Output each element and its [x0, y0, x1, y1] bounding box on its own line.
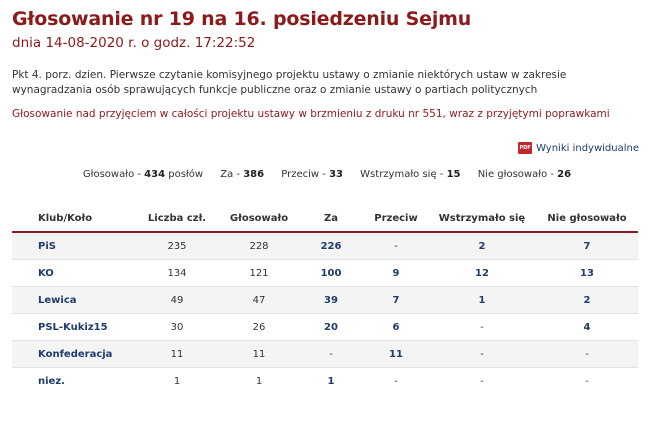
cell-members: 11 — [134, 341, 220, 368]
club-link[interactable]: Lewica — [12, 287, 134, 314]
cell-members: 30 — [134, 314, 220, 341]
cell-przeciw: - — [364, 232, 428, 260]
table-row — [12, 341, 638, 368]
summary-voted — [83, 169, 206, 180]
cell-za-link[interactable]: 39 — [298, 287, 364, 314]
summary-nie-glosowalo — [478, 169, 571, 180]
col-header-przeciw: Przeciw — [364, 205, 428, 232]
club-link[interactable]: KO — [12, 260, 134, 287]
cell-za-link[interactable]: 226 — [298, 232, 364, 260]
summary-przeciw-label: Przeciw - — [281, 169, 326, 180]
cell-wstrzymalo-link[interactable]: 2 — [428, 232, 536, 260]
summary-za-label: Za - — [220, 169, 241, 180]
cell-voted: 121 — [220, 260, 298, 287]
summary-przeciw-value: 33 — [329, 169, 343, 180]
cell-za-link[interactable]: 100 — [298, 260, 364, 287]
cell-nie-glosowalo-link[interactable]: 2 — [536, 287, 638, 314]
summary-za-value: 386 — [243, 169, 265, 180]
cell-wstrzymalo-link[interactable]: 12 — [428, 260, 536, 287]
cell-voted: 228 — [220, 232, 298, 260]
cell-przeciw-link[interactable]: 7 — [364, 287, 428, 314]
col-header-club: Klub/Koło — [12, 205, 134, 232]
summary-wstrzymalo — [360, 169, 464, 180]
pdf-icon: PDF — [518, 142, 532, 154]
vote-summary — [12, 169, 642, 180]
cell-members: 134 — [134, 260, 220, 287]
club-link[interactable]: niez. — [12, 368, 134, 395]
col-header-members: Liczba czł. — [134, 205, 220, 232]
cell-przeciw: - — [364, 368, 428, 395]
agenda-description: Pkt 4. porz. dzien. Pierwsze czytanie komisyjnego projektu ustawy o zmianie niektórych ustaw w zakresie wynagradzania osób sprawujących funkcje publiczne oraz o zmianie ustawy o partiach politycznych — [12, 69, 567, 96]
summary-nie-label: Nie głosowało - — [477, 169, 554, 180]
cell-voted: 26 — [220, 314, 298, 341]
cell-wstrzymalo: - — [428, 341, 536, 368]
summary-za — [220, 169, 267, 180]
col-header-voted: Głosowało — [220, 205, 298, 232]
cell-przeciw-link[interactable]: 11 — [364, 341, 428, 368]
cell-wstrzymalo: - — [428, 368, 536, 395]
cell-nie-glosowalo-link[interactable]: 7 — [536, 232, 638, 260]
summary-voted-value: 434 — [144, 169, 166, 180]
col-header-nie-glosowalo: Nie głosowało — [536, 205, 638, 232]
cell-members: 49 — [134, 287, 220, 314]
cell-voted: 1 — [220, 368, 298, 395]
summary-voted-label: Głosowało - — [82, 169, 141, 180]
table-row — [12, 232, 638, 260]
vote-datetime: dnia 14-08-2020 r. o godz. 17:22:52 — [12, 35, 256, 51]
cell-voted: 47 — [220, 287, 298, 314]
summary-wstrzymalo-label: Wstrzymało się - — [360, 169, 444, 180]
col-header-za: Za — [298, 205, 364, 232]
summary-voted-unit: posłów — [168, 169, 204, 180]
table-row — [12, 368, 638, 395]
cell-voted: 11 — [220, 341, 298, 368]
results-table — [12, 205, 638, 394]
cell-members: 1 — [134, 368, 220, 395]
cell-wstrzymalo: - — [428, 314, 536, 341]
cell-members: 235 — [134, 232, 220, 260]
summary-przeciw — [281, 169, 346, 180]
cell-wstrzymalo-link[interactable]: 1 — [428, 287, 536, 314]
cell-nie-glosowalo-link[interactable]: 4 — [536, 314, 638, 341]
table-row — [12, 314, 638, 341]
table-row — [12, 287, 638, 314]
cell-za-link[interactable]: 1 — [298, 368, 364, 395]
cell-nie-glosowalo: - — [536, 341, 638, 368]
table-header-row — [12, 205, 638, 232]
vote-subject: Głosowanie nad przyjęciem w całości projektu ustawy w brzmieniu z druku nr 551, wraz z przyjętymi poprawkami — [12, 108, 610, 120]
cell-za-link[interactable]: 20 — [298, 314, 364, 341]
cell-przeciw-link[interactable]: 9 — [364, 260, 428, 287]
individual-results-link[interactable] — [518, 142, 639, 154]
cell-za: - — [298, 341, 364, 368]
club-link[interactable]: Konfederacja — [12, 341, 134, 368]
table-row — [12, 260, 638, 287]
club-link[interactable]: PiS — [12, 232, 134, 260]
summary-wstrzymalo-value: 15 — [446, 169, 461, 180]
cell-nie-glosowalo-link[interactable]: 13 — [536, 260, 638, 287]
cell-nie-glosowalo: - — [536, 368, 638, 395]
club-link[interactable]: PSL-Kukiz15 — [12, 314, 134, 341]
col-header-wstrzymalo: Wstrzymało się — [428, 205, 536, 232]
page-title: Głosowanie nr 19 na 16. posiedzeniu Sejmu — [12, 8, 472, 30]
cell-przeciw-link[interactable]: 6 — [364, 314, 428, 341]
summary-nie-value: 26 — [557, 169, 572, 180]
individual-results-label: Wyniki indywidualne — [536, 142, 639, 154]
